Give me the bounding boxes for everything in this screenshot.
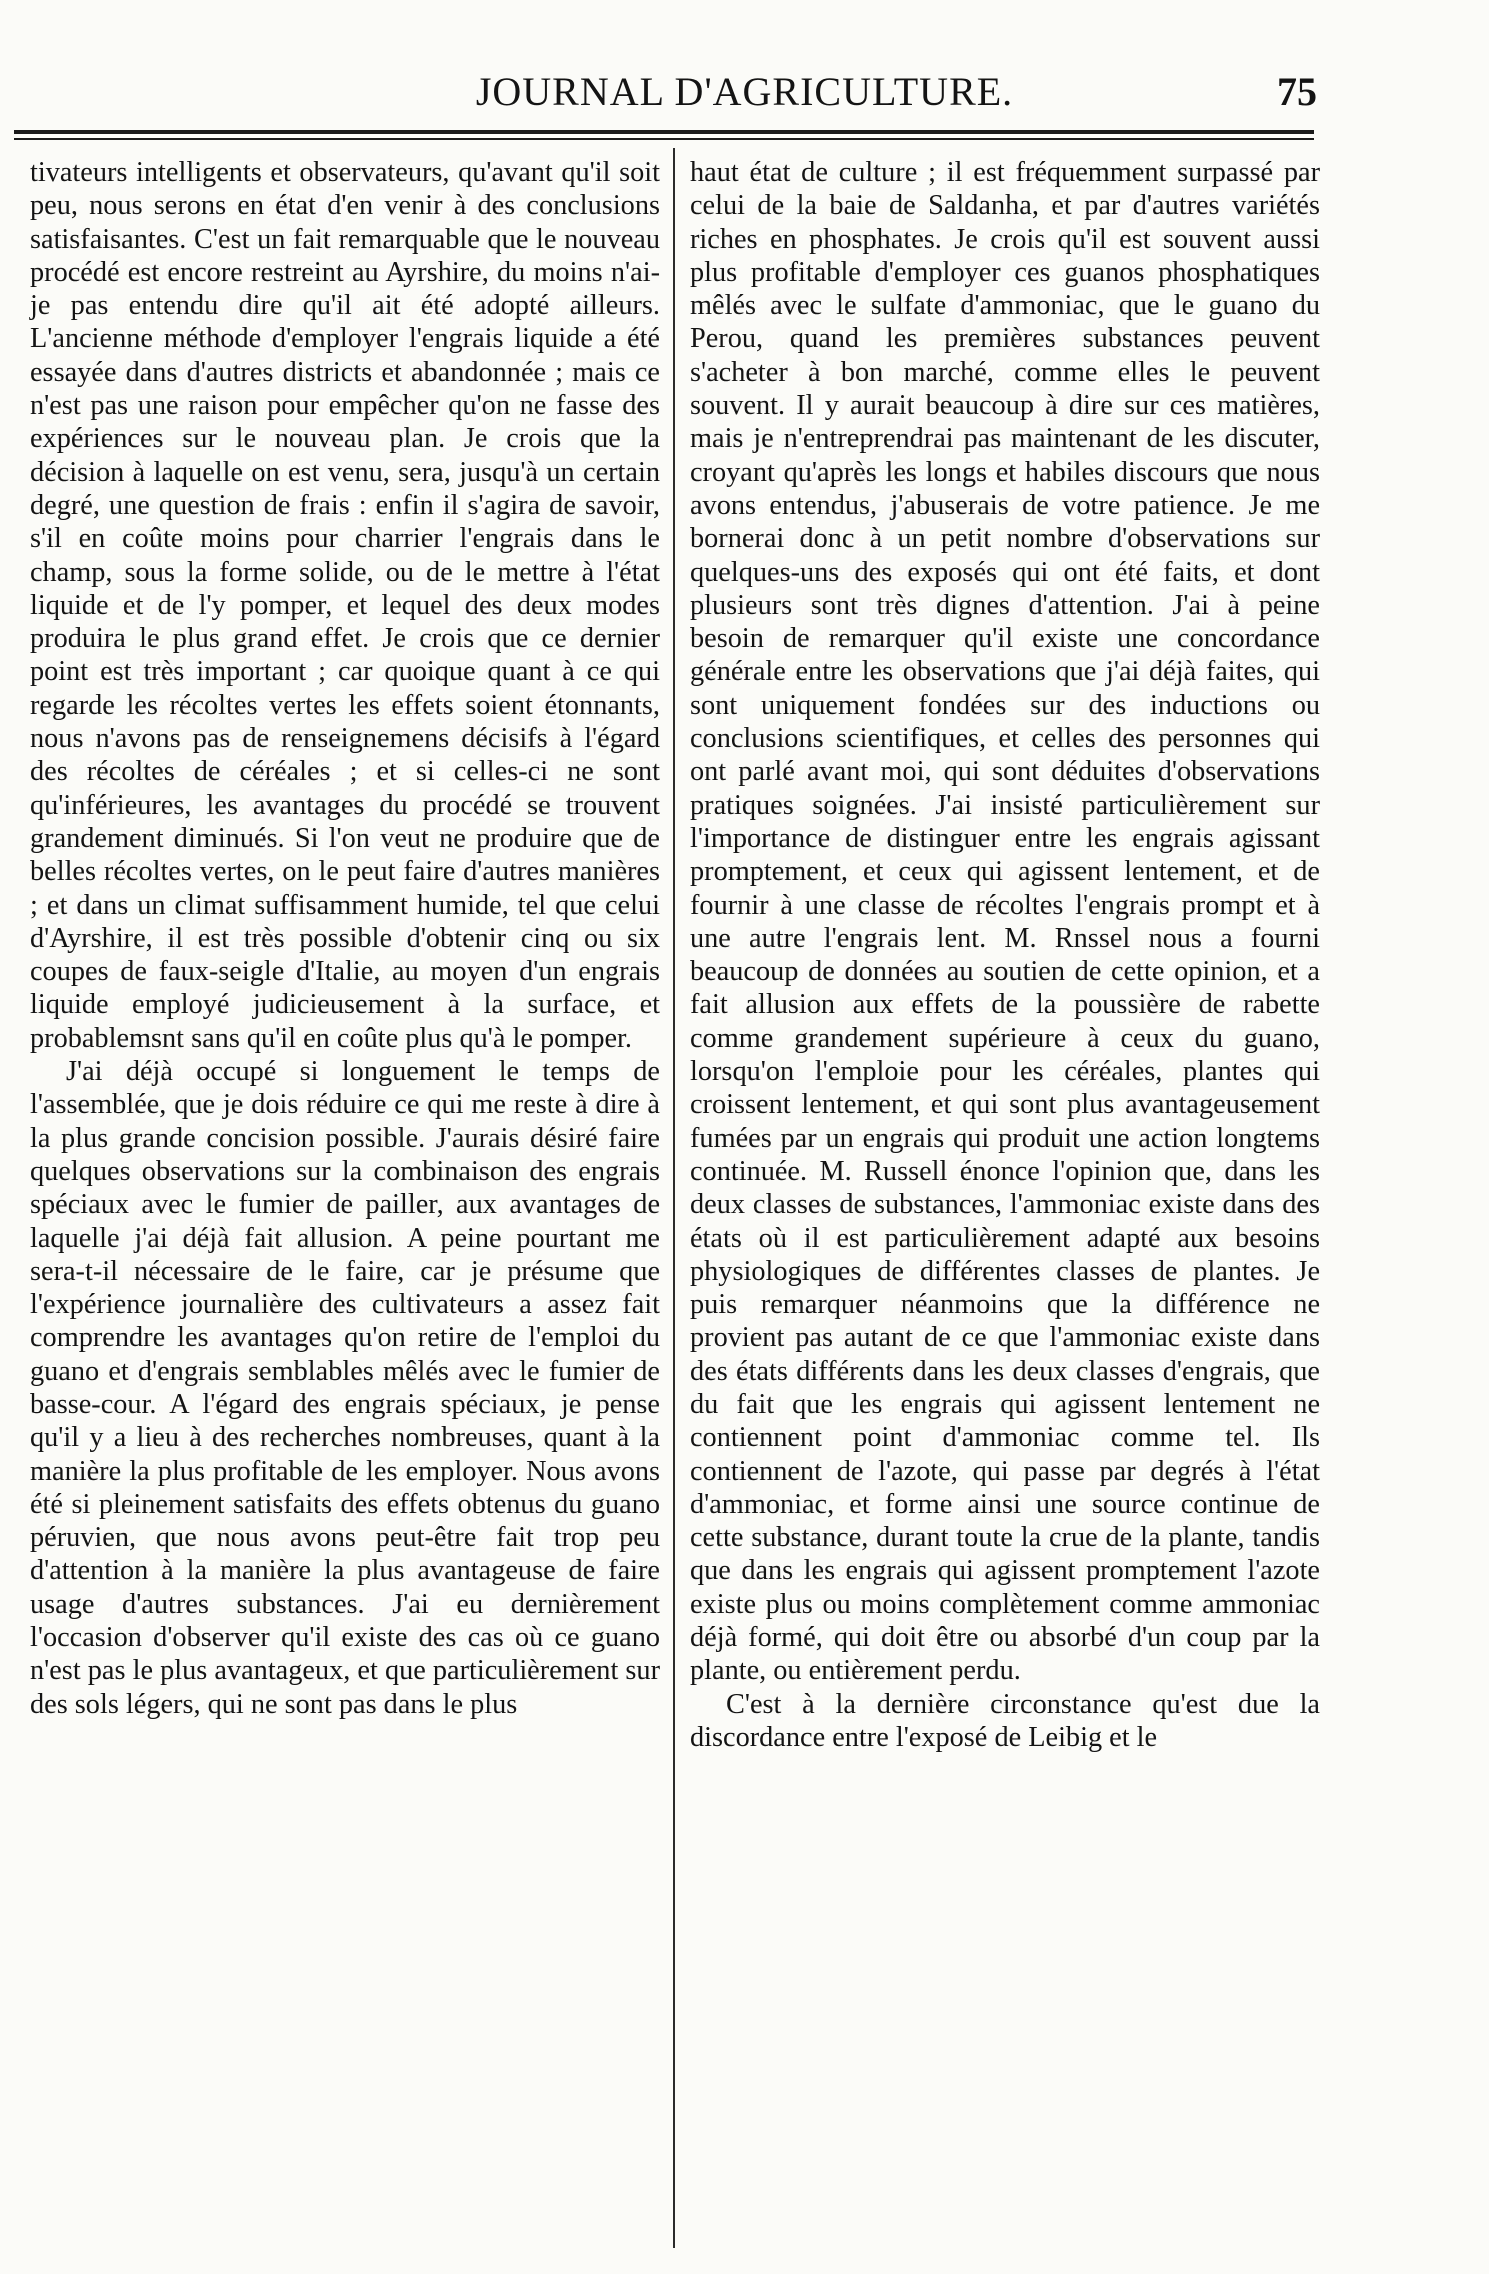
paragraph: C'est à la dernière circonstance qu'est due la discordance entre l'exposé de Leibig et le xyxy=(690,1688,1320,1753)
paragraph: tivateurs intelligents et observateurs, qu'avant qu'il soit peu, nous serons en état d'en venir à des conclusions satisfaisantes. C'est un fait remarquable que le nouveau procédé est encore restreint au Ayrshire, du moins n'ai-je pas entendu dire qu'il ait été adopté ailleurs. L'ancienne méthode d'employer l'engrais liquide a été essayée dans d'autres districts et abandonnée ; mais ce n'est pas une raison pour empêcher qu'on ne fasse des expériences sur le nouveau plan. Je crois que la décision à laquelle on est venu, sera, jusqu'à un certain degré, une question de frais : enfin il s'agira de savoir, s'il en coûte moins pour charrier l'engrais dans le champ, sous la forme solide, ou de le mettre à l'état liquide et de l'y pomper, et lequel des deux modes produira le plus grand effet. Je crois que ce dernier point est très important ; car quoique quant à ce qui regarde les récoltes vertes les effets soient étonnants, nous n'avons pas de renseignemens décisifs à l'égard des récoltes de céréales ; et si celles-ci ne sont qu'inférieures, les avantages du procédé se trouvent grandement diminués. Si l'on veut ne produire que de belles récoltes vertes, on le peut faire d'autres manières ; et dans un climat suffisamment humide, tel que celui d'Ayrshire, il est très possible d'obtenir cinq ou six coupes de faux-seigle d'Italie, au moyen d'un engrais liquide employé judicieusement à la surface, et probablemsnt sans qu'il en coûte plus qu'à le pomper. xyxy=(30,157,660,1054)
right-column xyxy=(690,156,1320,1754)
left-column xyxy=(30,156,660,1721)
paragraph: haut état de culture ; il est fréquemment surpassé par celui de la baie de Saldanha, et par d'autres variétés riches en phosphates. Je crois qu'il est souvent aussi plus profitable d'employer ces guanos phosphatiques mêlés avec le sulfate d'ammoniac, que le guano du Perou, quand les premières substances peuvent s'acheter à bon marché, comme elles le peuvent souvent. Il y aurait beaucoup à dire sur ces matières, mais je n'entreprendrai pas maintenant de les discuter, croyant qu'après les longs et habiles discours que nous avons entendus, j'abuserais de votre patience. Je me bornerai donc à un petit nombre d'observations sur quelques-uns des exposés qui ont été faits, et dont plusieurs sont très dignes d'attention. J'ai à peine besoin de remarquer qu'il existe une concordance générale entre les observations que j'ai déjà faites, qui sont uniquement fondées sur des inductions ou conclusions scientifiques, et celles des personnes qui ont parlé avant moi, qui sont déduites d'observations pratiques soignées. J'ai insisté particulièrement sur l'importance de distinguer entre les engrais agissant promptement, et ceux qui agissent lentement, et de fournir à une classe de récoltes l'engrais prompt et à une autre l'engrais lent. M. Rnssel nous a fourni beaucoup de données au soutien de cette opinion, et a fait allusion aux effets de la poussière de rabette comme grandement supérieure à ceux du guano, lorsqu'on l'emploie pour les céréales, plantes qui croissent lentement, et qui sont plus avantageusement fumées par un engrais qui produit une action longtems continuée. M. Russell énonce l'opinion que, dans les deux classes de substances, l'ammoniac existe dans des états où il est particulièrement adapté aux besoins physiologiques de différentes classes de plantes. Je puis remarquer néanmoins que la différence ne provient pas autant de ce que l'ammoniac existe dans des états différents dans les deux classes d'engrais, que du fait que les engrais qui agissent lentement ne contiennent point d'ammoniac comme tel. Ils contiennent de l'azote, qui passe par degrés à l'état d'ammoniac, et forme ainsi une source continue de cette substance, durant toute la crue de la plante, tandis que dans les engrais qui agissent promptement l'azote existe plus ou moins complètement comme ammoniac déjà formé, qui doit être ou absorbé d'un coup par la plante, ou entièrement perdu. xyxy=(690,157,1320,1687)
paragraph: J'ai déjà occupé si longuement le temps de l'assemblée, que je dois réduire ce qui me reste à dire à la plus grande concision possible. J'aurais désiré faire quelques observations sur la combinaison des engrais spéciaux avec le fumier de pailler, aux avantages de laquelle j'ai déjà fait allusion. A peine pourtant me sera-t-il nécessaire de le faire, car je présume que l'expérience journalière des cultivateurs a assez fait comprendre les avantages qu'on retire de l'emploi du guano et d'engrais semblables mêlés avec le fumier de basse-cour. A l'égard des engrais spéciaux, je pense qu'il y a lieu à des recherches nombreuses, quant à la manière la plus profitable de les employer. Nous avons été si pleinement satisfaits des effets obtenus du guano péruvien, que nous avons peut-être fait trop peu d'attention à la manière la plus avantageuse de faire usage d'autres substances. J'ai eu dernièrement l'occasion d'observer qu'il existe des cas où ce guano n'est pas le plus avantageux, et que particulièrement sur des sols légers, qui ne sont pas dans le plus xyxy=(30,1056,660,1720)
page-header xyxy=(0,62,1489,122)
header-rule-thick xyxy=(14,130,1314,134)
page-number: 75 xyxy=(1277,69,1317,114)
column-divider xyxy=(673,148,675,2248)
running-title: JOURNAL D'AGRICULTURE. xyxy=(475,69,1014,114)
header-rule-thin xyxy=(14,138,1314,140)
